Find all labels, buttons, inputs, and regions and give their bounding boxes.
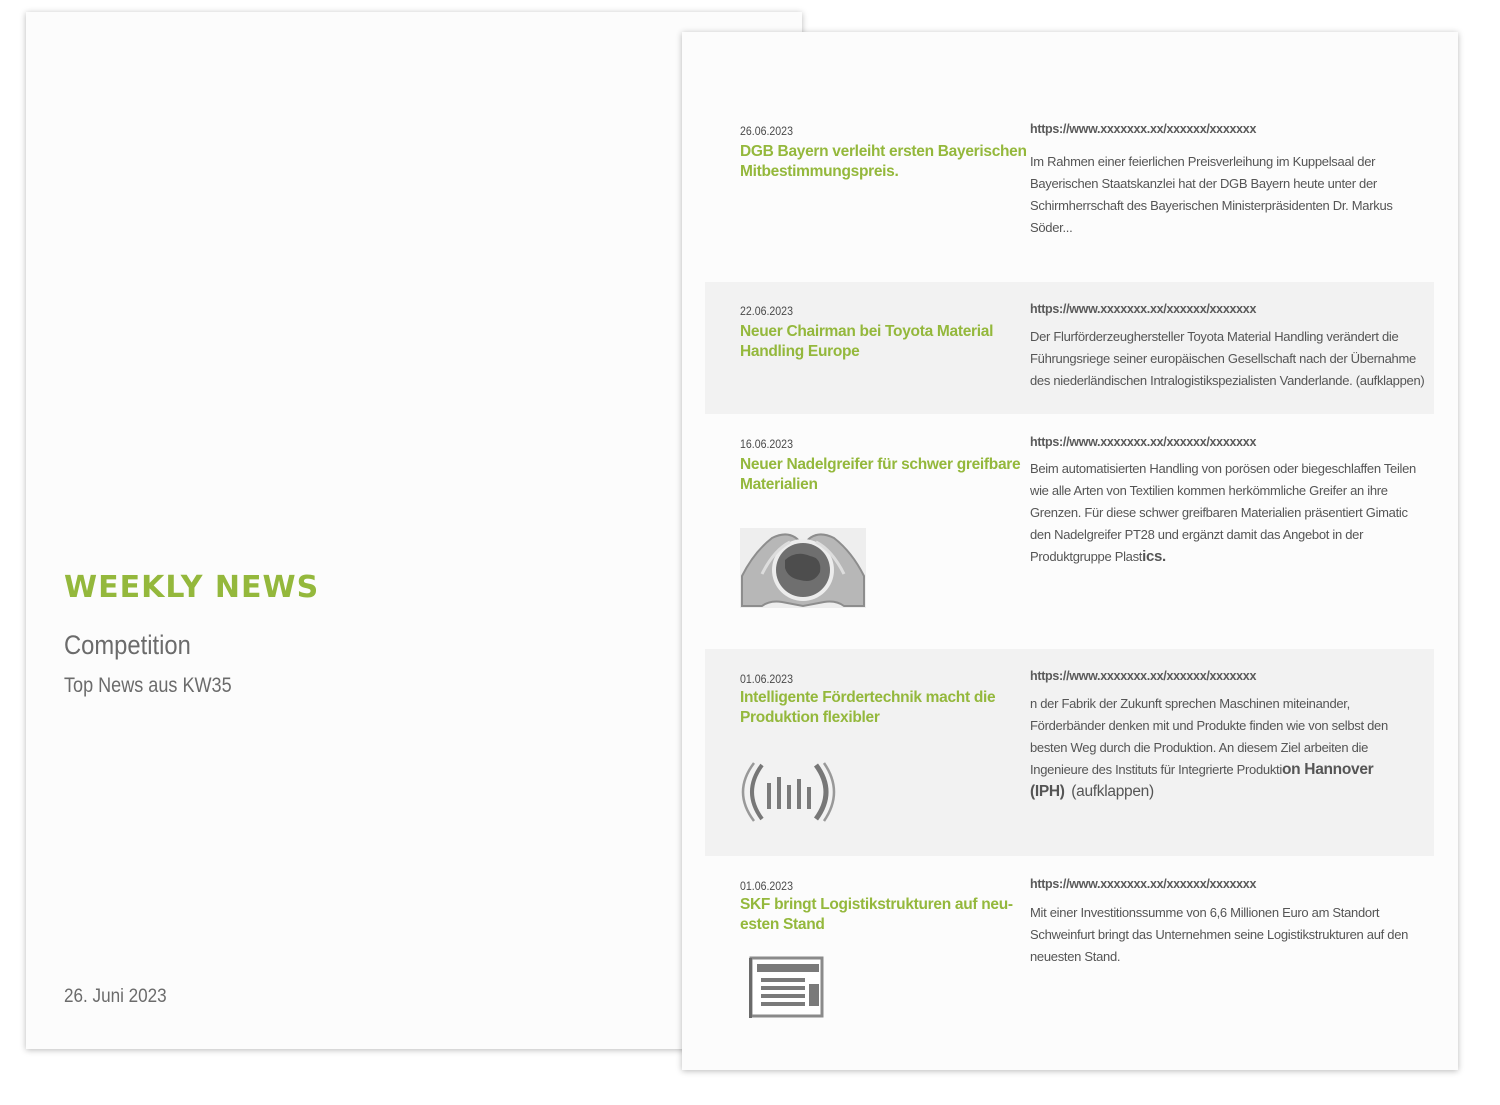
news-description-tail: on Hannover (IPH) bbox=[1030, 761, 1374, 800]
news-item bbox=[705, 282, 1434, 414]
news-url-link[interactable]: https://www.xxxxxxx.xx/xxxxxx/xxxxxxx bbox=[1030, 435, 1257, 449]
news-page bbox=[682, 32, 1458, 1070]
news-title-link[interactable]: Neuer Chairman bei Toyota Material Handling Europe bbox=[740, 323, 994, 360]
cover-title: WEEKLY NEWS bbox=[64, 570, 320, 605]
expand-link[interactable]: (aufklappen) bbox=[1071, 783, 1154, 800]
news-url-link[interactable]: https://www.xxxxxxx.xx/xxxxxx/xxxxxxx bbox=[1030, 302, 1257, 316]
news-item bbox=[705, 102, 1434, 282]
news-date: 01.06.2023 bbox=[740, 674, 793, 686]
news-description: Mit einer Investitionssumme von 6,6 Millionen Euro am Standort Schweinfurt bringt das Unternehmen seine Logistikstrukturen auf den neuesten Stand. bbox=[1030, 905, 1409, 964]
news-date: 01.06.2023 bbox=[740, 881, 793, 893]
news-item bbox=[705, 649, 1434, 856]
news-title-link[interactable]: DGB Bayern verleiht ersten Bayerischen Mitbestimmungspreis. bbox=[740, 143, 1027, 180]
news-title-link[interactable]: SKF bringt Logistikstrukturen auf neu-esten Stand bbox=[740, 896, 1013, 933]
news-title-link[interactable]: Neuer Nadelgreifer für schwer greifbare Materialien bbox=[740, 456, 1021, 493]
news-url-link[interactable]: https://www.xxxxxxx.xx/xxxxxx/xxxxxxx bbox=[1030, 669, 1257, 683]
cover-date: 26. Juni 2023 bbox=[64, 986, 167, 1007]
cover-subtitle: Competition bbox=[64, 630, 191, 660]
news-item bbox=[705, 856, 1434, 1056]
news-url-link[interactable]: https://www.xxxxxxx.xx/xxxxxx/xxxxxxx bbox=[1030, 877, 1257, 891]
news-date: 16.06.2023 bbox=[740, 439, 793, 451]
news-item bbox=[705, 414, 1434, 649]
sound-wave-icon bbox=[740, 759, 840, 830]
cover-subtitle-secondary: Top News aus KW35 bbox=[64, 674, 232, 697]
news-date: 22.06.2023 bbox=[740, 306, 793, 318]
news-description-tail: ics. bbox=[1142, 548, 1166, 565]
news-description: Im Rahmen einer feierlichen Preisverleihung im Kuppelsaal der Bayerischen Staatskanzlei hat der DGB Bayern heute unter der Schirmherrschaft des Bayerischen Ministerpräsidenten Dr. Markus Söder... bbox=[1030, 154, 1393, 235]
news-title-link[interactable]: Intelligente Fördertechnik macht die Produktion flexibler bbox=[740, 689, 996, 726]
news-description: Beim automatisierten Handling von porösen oder biegeschlaffen Teilen wie alle Arten von Textilien kommen herkömmliche Greifer an ihre Grenzen. Für diese schwer greifbaren Materialien präsentiert Gimatic den Nadelgreifer PT28 und ergänzt damit das Angebot in der Produktgruppe Plastics. bbox=[1030, 461, 1416, 565]
hands-globe-icon bbox=[740, 528, 866, 613]
news-date: 26.06.2023 bbox=[740, 126, 793, 138]
newspaper-icon bbox=[748, 954, 824, 1025]
news-url-link[interactable]: https://www.xxxxxxx.xx/xxxxxx/xxxxxxx bbox=[1030, 122, 1257, 136]
news-description: Der Flurförderzeughersteller Toyota Material Handling verändert die Führungsriege seiner europäischen Gesellschaft nach der Übernahme des niederländischen Intralogistikspezialisten Vanderlande. (aufklappen) bbox=[1030, 329, 1425, 388]
news-description: n der Fabrik der Zukunft sprechen Maschinen miteinander, Förderbänder denken mit und Produkte finden wie von selbst den besten Weg durch die Produktion. An diesem Ziel arbeiten die Ingenieure des Instituts für Integrierte Produktion Hannover (IPH) (aufklappen) bbox=[1030, 696, 1388, 800]
